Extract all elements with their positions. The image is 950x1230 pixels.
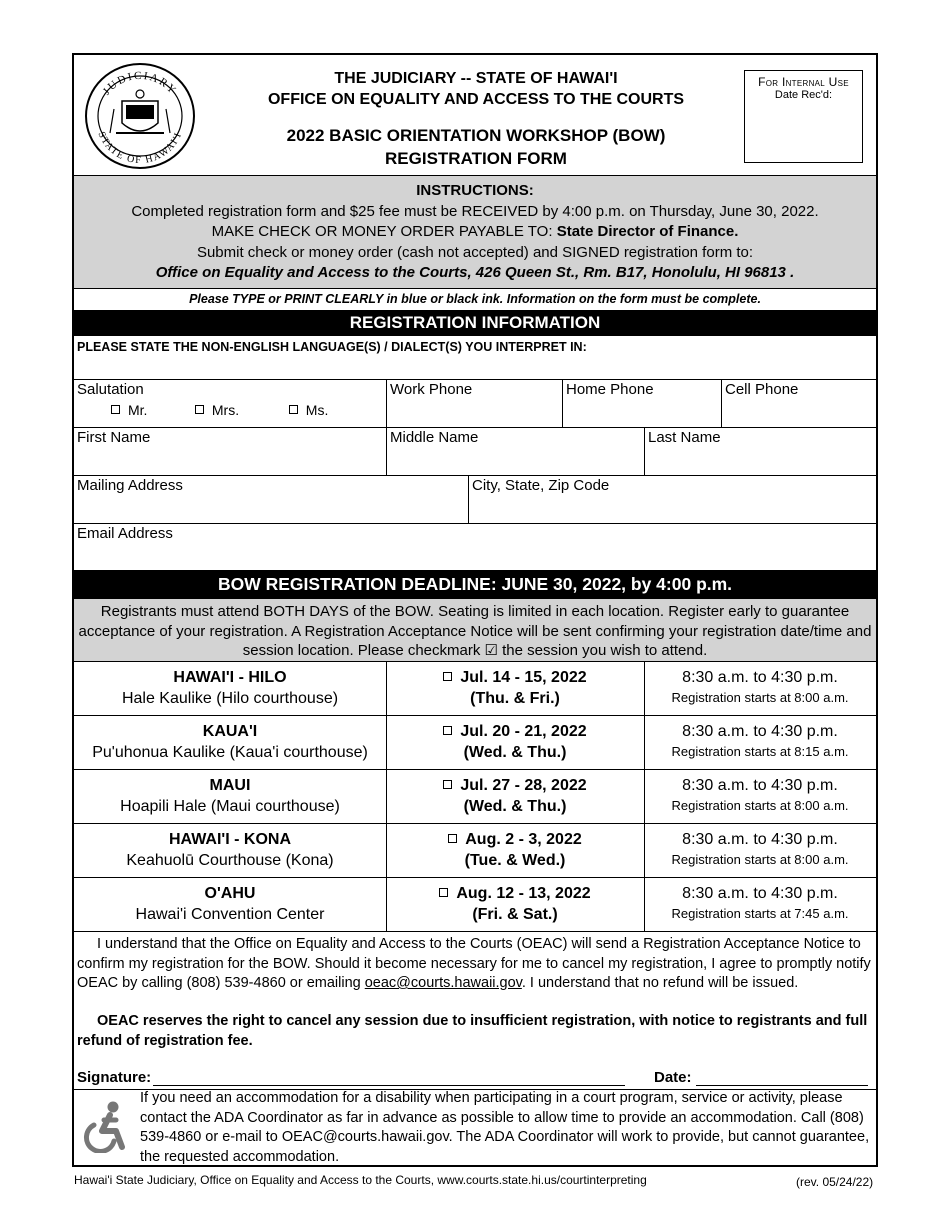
session-checkbox[interactable] — [443, 672, 452, 681]
session-checkbox[interactable] — [443, 726, 452, 735]
session-registration-time: Registration starts at 8:00 a.m. — [671, 798, 849, 813]
form-subtitle: REGISTRATION FORM — [385, 149, 567, 168]
internal-use-date: Date Rec'd: — [774, 89, 833, 101]
instructions-address: Office on Equality and Access to the Courts, 426 Queen St., Rm. B17, Honolulu, HI 96813 . — [155, 264, 795, 281]
session-days: (Wed. & Thu.) — [463, 744, 567, 761]
session-hours: 8:30 a.m. to 4:30 p.m. — [682, 831, 838, 848]
cell-phone-field[interactable]: Cell Phone — [725, 381, 799, 398]
instructions-panel — [74, 176, 876, 288]
date-label: Date: — [654, 1069, 692, 1086]
instructions-line1: Completed registration form and $25 fee must be RECEIVED by 4:00 p.m. on Thursday, June 30, 2022. — [131, 202, 819, 220]
signature-label: Signature: — [77, 1069, 152, 1086]
session-time — [644, 884, 876, 924]
date-line[interactable] — [696, 1085, 868, 1086]
session-dates[interactable]: Aug. 2 - 3, 2022 (Tue. & Wed.) — [386, 829, 644, 871]
language-label: PLEASE STATE THE NON-ENGLISH LANGUAGE(S) / DIALECT(S) YOU INTERPRET IN: — [77, 340, 587, 354]
internal-use-box — [744, 70, 863, 163]
session-days: (Thu. & Fri.) — [470, 690, 560, 707]
svg-text:STATE OF HAWAI'I — [96, 130, 185, 166]
session-row — [74, 661, 876, 715]
home-phone-field[interactable]: Home Phone — [566, 381, 654, 398]
session-location — [74, 829, 386, 871]
internal-use-title: For Internal Use — [758, 75, 849, 89]
session-registration-time: Registration starts at 8:00 a.m. — [671, 852, 849, 867]
svg-text:JUDICIARY — [101, 70, 180, 98]
session-row — [74, 769, 876, 823]
instructions-line2: MAKE CHECK OR MONEY ORDER PAYABLE TO: State Director of Finance. — [211, 223, 739, 240]
session-row — [74, 877, 876, 931]
session-checkbox[interactable] — [443, 780, 452, 789]
session-venue: Pu'uhonua Kaulike (Kaua'i courthouse) — [92, 744, 368, 761]
last-name-field[interactable]: Last Name — [648, 429, 721, 446]
agreement-text: I understand that the Office on Equality and Access to the Courts (OEAC) will send a Registration Acceptance Notice to confirm my registration for the BOW. Should it become necessary for me to cancel my registration, I agree to promptly notify OEAC by calling (808) 539-4860 or emailing oeac@courts.hawaii.gov. I understand that no refund will be issued. — [77, 936, 871, 991]
session-time — [644, 776, 876, 816]
registration-bar: REGISTRATION INFORMATION — [74, 310, 876, 336]
form-frame — [72, 53, 878, 1167]
ada-notice: If you need an accommodation for a disability when participating in a court program, service or activity, please contact the ADA Coordinator as far in advance as possible to allow time to provide an accommodation. Call (808) 539-4860 or e-mail to OEAC@courts.hawaii.gov. The ADA Coordinator will work to provide, but cannot guarantee, the requested accommodation. — [140, 1090, 870, 1165]
session-location — [74, 883, 386, 925]
session-island: O'AHU — [204, 885, 256, 902]
session-hours: 8:30 a.m. to 4:30 p.m. — [682, 885, 838, 902]
checkbox-mr[interactable]: Mr. — [111, 402, 191, 418]
session-dates[interactable]: Jul. 20 - 21, 2022 (Wed. & Thu.) — [386, 721, 644, 763]
session-location — [74, 775, 386, 817]
session-checkbox[interactable] — [448, 834, 457, 843]
session-dates[interactable]: Jul. 27 - 28, 2022 (Wed. & Thu.) — [386, 775, 644, 817]
session-registration-time: Registration starts at 8:00 a.m. — [671, 690, 849, 705]
session-island: MAUI — [209, 777, 251, 794]
accessibility-icon — [80, 1101, 130, 1153]
salutation-label: Salutation — [77, 381, 144, 398]
instructions-line3: Submit check or money order (cash not accepted) and SIGNED registration form to: — [196, 243, 754, 261]
instructions-title: INSTRUCTIONS: — [416, 182, 534, 199]
print-clearly-note: Please TYPE or PRINT CLEARLY in blue or black ink. Information on the form must be complete. — [189, 292, 761, 306]
first-name-field[interactable]: First Name — [77, 429, 151, 446]
language-input[interactable] — [74, 355, 876, 379]
oeac-email-link[interactable]: oeac@courts.hawaii.gov — [364, 975, 522, 991]
session-hours: 8:30 a.m. to 4:30 p.m. — [682, 669, 838, 686]
header-line2: OFFICE ON EQUALITY AND ACCESS TO THE COURTS — [267, 91, 685, 108]
session-island: KAUA'I — [202, 723, 258, 740]
session-days: (Tue. & Wed.) — [464, 852, 566, 869]
deadline-bar: BOW REGISTRATION DEADLINE: JUNE 30, 2022, by 4:00 p.m. — [74, 570, 876, 599]
checkbox-ms[interactable]: Ms. — [289, 402, 329, 418]
judiciary-seal — [82, 61, 198, 171]
signature-line[interactable] — [153, 1085, 625, 1086]
session-venue: Hawai'i Convention Center — [135, 906, 325, 923]
session-registration-time: Registration starts at 7:45 a.m. — [671, 906, 849, 921]
form-title: 2022 BASIC ORIENTATION WORKSHOP (BOW) — [286, 126, 666, 145]
session-time — [644, 668, 876, 708]
revision-date: (rev. 05/24/22) — [796, 1175, 874, 1189]
work-phone-field[interactable]: Work Phone — [390, 381, 473, 398]
session-dates[interactable]: Aug. 12 - 13, 2022 (Fri. & Sat.) — [386, 883, 644, 925]
session-hours: 8:30 a.m. to 4:30 p.m. — [682, 723, 838, 740]
session-days: (Wed. & Thu.) — [463, 798, 567, 815]
middle-name-field[interactable]: Middle Name — [390, 429, 479, 446]
session-venue: Keahuolū Courthouse (Kona) — [126, 852, 334, 869]
mailing-address-field[interactable]: Mailing Address — [77, 477, 183, 494]
session-venue: Hale Kaulike (Hilo courthouse) — [121, 690, 339, 707]
session-hours: 8:30 a.m. to 4:30 p.m. — [682, 777, 838, 794]
session-location — [74, 667, 386, 709]
footer-text: Hawai'i State Judiciary, Office on Equality and Access to the Courts, www.courts.state.hi.us/courtinterpreting — [74, 1173, 647, 1187]
header-line1: THE JUDICIARY -- STATE OF HAWAI'I — [334, 70, 618, 87]
session-row — [74, 823, 876, 877]
session-dates[interactable]: Jul. 14 - 15, 2022 (Thu. & Fri.) — [386, 667, 644, 709]
email-field[interactable]: Email Address — [77, 525, 173, 542]
session-days: (Fri. & Sat.) — [472, 906, 558, 923]
session-island: HAWAI'I - KONA — [168, 831, 292, 848]
seal-text-top: JUDICIARY — [100, 69, 180, 98]
deadline-notice: Registrants must attend BOTH DAYS of the BOW. Seating is limited in each location. Register early to guarantee acceptance of your registration. A Registration Acceptance Notice will be sent confirming your registration date/time and session location. Please checkmark ☑ the session you wish to attend. — [74, 599, 876, 661]
session-registration-time: Registration starts at 8:15 a.m. — [671, 744, 849, 759]
session-venue: Hoapili Hale (Maui courthouse) — [120, 798, 340, 815]
session-location — [74, 721, 386, 763]
salutation-cell — [74, 379, 386, 427]
seal-text-bottom: STATE OF HAWAI'I — [95, 130, 185, 167]
session-checkbox[interactable] — [439, 888, 448, 897]
session-time — [644, 830, 876, 870]
session-row — [74, 715, 876, 769]
checkbox-mrs[interactable]: Mrs. — [195, 402, 285, 418]
session-island: HAWAI'I - HILO — [173, 669, 287, 686]
cancellation-notice: OEAC reserves the right to cancel any session due to insufficient registration, with notice to registrants and full refund of registration fee. — [77, 1013, 868, 1049]
session-time — [644, 722, 876, 762]
city-state-zip-field[interactable]: City, State, Zip Code — [472, 477, 610, 494]
